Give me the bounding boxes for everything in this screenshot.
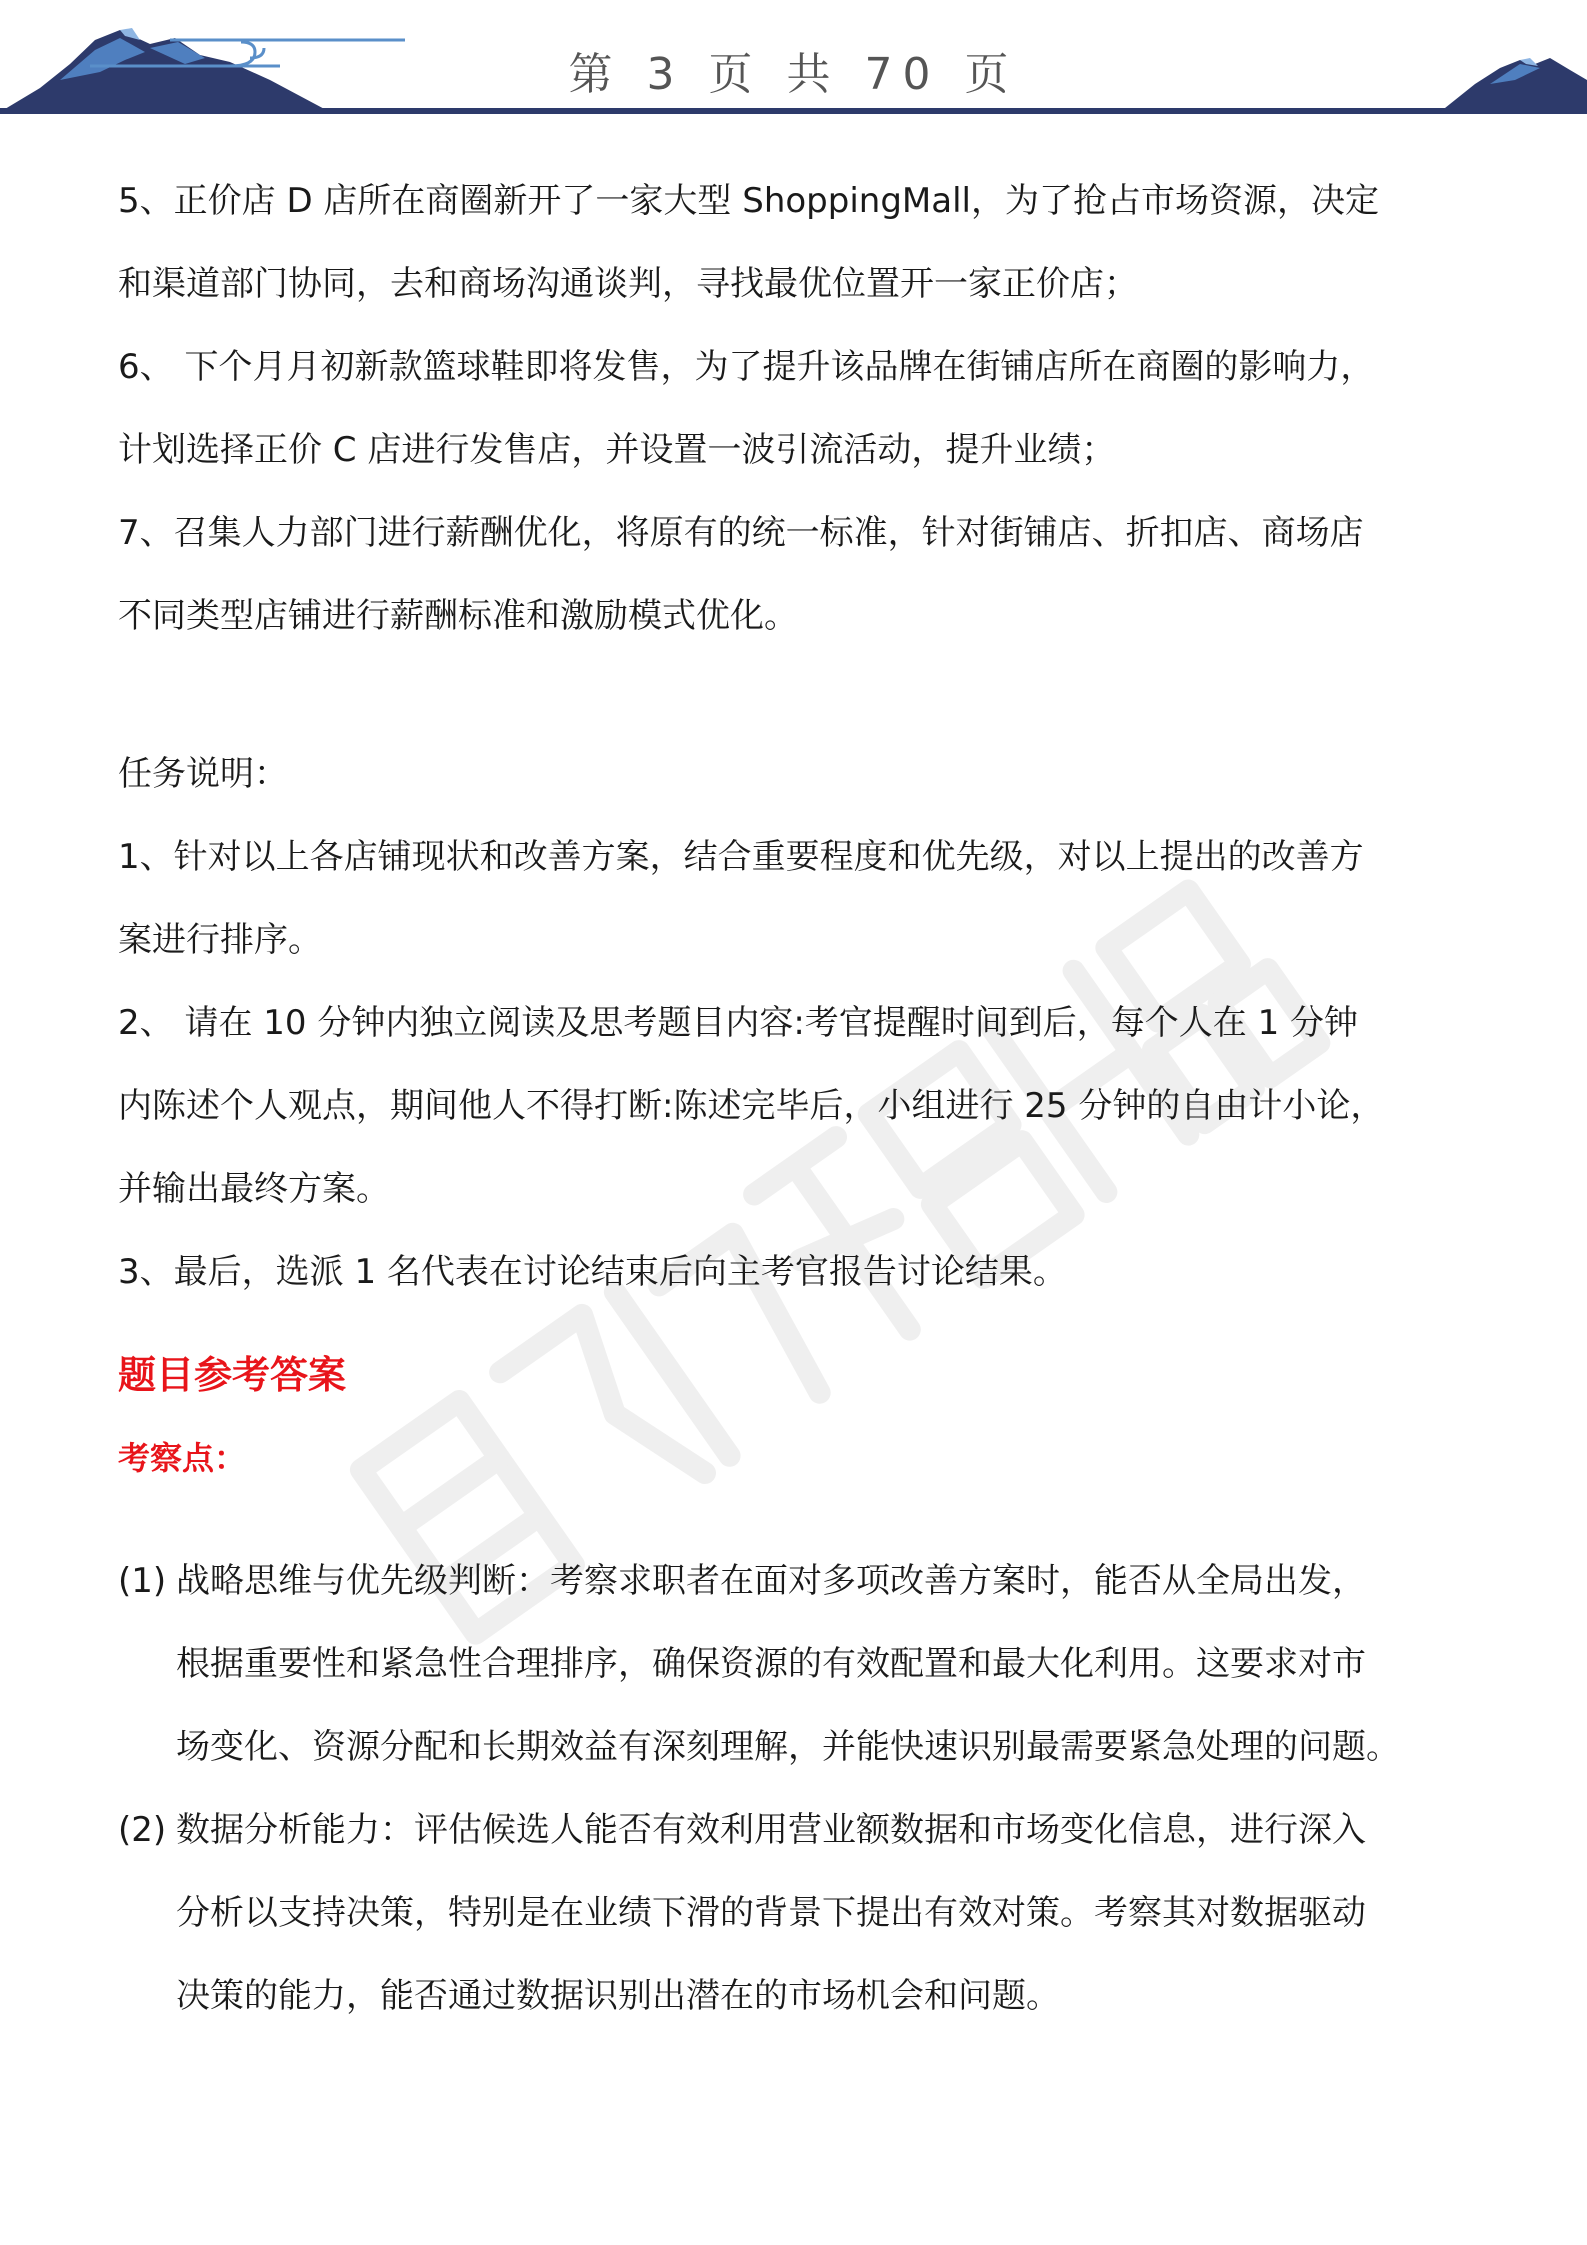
points-list (118, 1540, 1468, 2038)
paragraph-line: 2、 请在 10 分钟内独立阅读及思考题目内容:考官提醒时间到后，每个人在 1 分钟 (118, 1003, 1359, 1043)
paragraph-line: 6、 下个月月初新款篮球鞋即将发售，为了提升该品牌在街铺店所在商圈的影响力， (118, 347, 1375, 387)
paragraph-line: 计划选择正价 C 店进行发售店，并设置一波引流活动，提升业绩； (118, 430, 1116, 470)
paragraph-line: 决策的能力，能否通过数据识别出潜在的市场机会和问题。 (176, 1976, 1060, 2016)
list-item (118, 1789, 1468, 2038)
paragraph-line: 根据重要性和紧急性合理排序，确保资源的有效配置和最大化利用。这要求对市 (176, 1644, 1366, 1684)
list-item (118, 982, 1468, 1231)
paragraph-line: 数据分析能力：评估候选人能否有效利用营业额数据和市场变化信息，进行深入 (176, 1810, 1366, 1850)
page-header (0, 0, 1587, 130)
list-item (118, 326, 1468, 492)
paragraph-line: 不同类型店铺进行薪酬标准和激励模式优化。 (118, 596, 798, 636)
paragraph-line: 案进行排序。 (118, 920, 322, 960)
page-indicator: 第 3 页 共 70 页 (568, 49, 1019, 100)
paragraph-line: 内陈述个人观点，期间他人不得打断:陈述完毕后，小组进行 25 分钟的自由计小论， (118, 1086, 1385, 1126)
spacer (118, 1500, 1468, 1540)
paragraph-line: 并输出最终方案。 (118, 1169, 390, 1209)
item-number: (1) (118, 1561, 167, 1601)
intro-list (118, 160, 1468, 658)
paragraph-line: 战略思维与优先级判断：考察求职者在面对多项改善方案时，能否从全局出发， (176, 1561, 1366, 1601)
paragraph-line: 分析以支持决策，特别是在业绩下滑的背景下提出有效对策。考察其对数据驱动 (176, 1893, 1366, 1933)
paragraph-line: 3、最后，选派 1 名代表在讨论结束后向主考官报告讨论结果。 (118, 1252, 1067, 1292)
list-item (118, 816, 1468, 982)
paragraph-line: 5、正价店 D 店所在商圈新开了一家大型 ShoppingMall，为了抢占市场资源，决定 (118, 181, 1379, 221)
list-item (118, 1540, 1468, 1789)
list-item (118, 160, 1468, 326)
item-text (176, 1789, 1468, 2038)
watermark-text: 职场密码出品 (200, 560, 206, 561)
points-heading: 考察点： (118, 1439, 247, 1477)
paragraph-line: 1、针对以上各店铺现状和改善方案，结合重要程度和优先级，对以上提出的改善方 (118, 837, 1364, 877)
item-text (176, 1540, 1468, 1789)
answer-heading: 题目参考答案 (118, 1353, 347, 1397)
paragraph-line: 7、召集人力部门进行薪酬优化，将原有的统一标准，针对街铺店、折扣店、商场店 (118, 513, 1364, 553)
task-title: 任务说明： (118, 754, 288, 794)
paragraph-line: 和渠道部门协同，去和商场沟通谈判，寻找最优位置开一家正价店； (118, 264, 1138, 304)
document-body (118, 160, 1468, 2038)
list-item (118, 492, 1468, 658)
paragraph-line: 场变化、资源分配和长期效益有深刻理解，并能快速识别最需要紧急处理的问题。 (176, 1727, 1400, 1767)
list-item (118, 1231, 1468, 1314)
item-number: (2) (118, 1810, 167, 1850)
spacer (118, 658, 1468, 733)
task-list (118, 816, 1468, 1314)
